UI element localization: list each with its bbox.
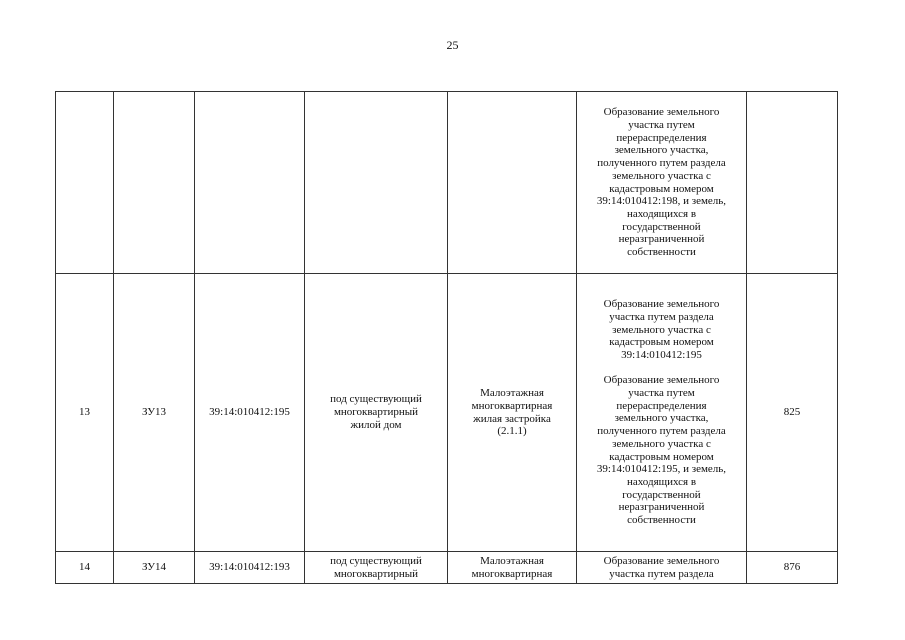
description-line: полученного путем раздела [597,157,726,170]
cell-zone [448,274,577,552]
cell-zone [448,92,577,274]
description-line: участка путем раздела [609,310,714,323]
description-line: кадастровым номером [609,450,714,463]
cell-description [577,92,747,274]
description-line: Образование земельного [603,106,720,119]
cell-text-line: (2.1.1) [497,425,527,438]
description-line: собственности [627,246,696,259]
cell-text-line: под существующий [330,555,422,567]
description-line: кадастровым номером [609,182,714,195]
cell-text-line: жилая застройка [473,412,551,425]
cell-area: 876 [747,552,838,584]
table-row [56,274,838,552]
description-line: полученного путем раздела [597,425,726,438]
description-line: государственной [622,488,701,501]
cell-purpose [305,274,448,552]
description-line: 39:14:010412:195 [621,348,702,361]
description-line: земельного участка, [614,412,709,425]
cell-purpose [305,552,448,584]
description-line: перераспределения [616,131,707,144]
description-line: Образование земельного [603,298,720,311]
cell-text-line: многоквартирная [471,399,553,412]
description-line: находящихся в [626,207,697,220]
description-line: участка путем [628,387,695,400]
cell-number: 13 [56,274,114,552]
table-row [56,92,838,274]
paragraph-gap [581,362,742,375]
description-line: земельного участка с [612,437,711,450]
table-row [56,552,838,584]
cell-description [577,274,747,552]
description-line: неразграниченной [618,501,705,514]
cell-text-line: многоквартирный [333,567,419,580]
cell-cadastral [195,92,305,274]
description-line: государственной [622,220,701,233]
description-line: 39:14:010412:195, и земель, [596,463,727,476]
cell-area: 825 [747,274,838,552]
cell-text-line: Малоэтажная [480,555,544,567]
cell-area [747,92,838,274]
cell-zu: ЗУ13 [114,274,195,552]
cell-cadastral: 39:14:010412:195 [195,274,305,552]
cell-text-line: многоквартирная [471,567,553,580]
description-line: 39:14:010412:198, и земель, [596,195,727,208]
description-line: неразграниченной [618,233,705,246]
description-line: собственности [627,514,696,527]
description-line: Образование земельного [603,555,720,567]
description-line: земельного участка с [612,169,711,182]
cell-number [56,92,114,274]
description-line: участка путем [628,118,695,131]
cell-text-line: многоквартирный [333,406,419,419]
cell-zu [114,92,195,274]
cell-zone [448,552,577,584]
cell-purpose [305,92,448,274]
description-line: кадастровым номером [609,336,714,349]
description-line: земельного участка, [614,144,709,157]
cell-text-line: Малоэтажная [480,387,544,400]
description-line: участка путем раздела [609,567,714,580]
cell-text-line: жилой дом [350,418,402,431]
cell-description [577,552,747,584]
cell-zu: ЗУ14 [114,552,195,584]
description-line: перераспределения [616,399,707,412]
cell-number: 14 [56,552,114,584]
description-line: находящихся в [626,476,697,488]
land-plot-table [55,91,838,584]
cell-text-line: под существующий [330,393,422,406]
cell-cadastral: 39:14:010412:193 [195,552,305,584]
description-line: земельного участка с [612,323,711,336]
page-number: 25 [446,38,459,52]
description-line: Образование земельного [603,374,720,387]
